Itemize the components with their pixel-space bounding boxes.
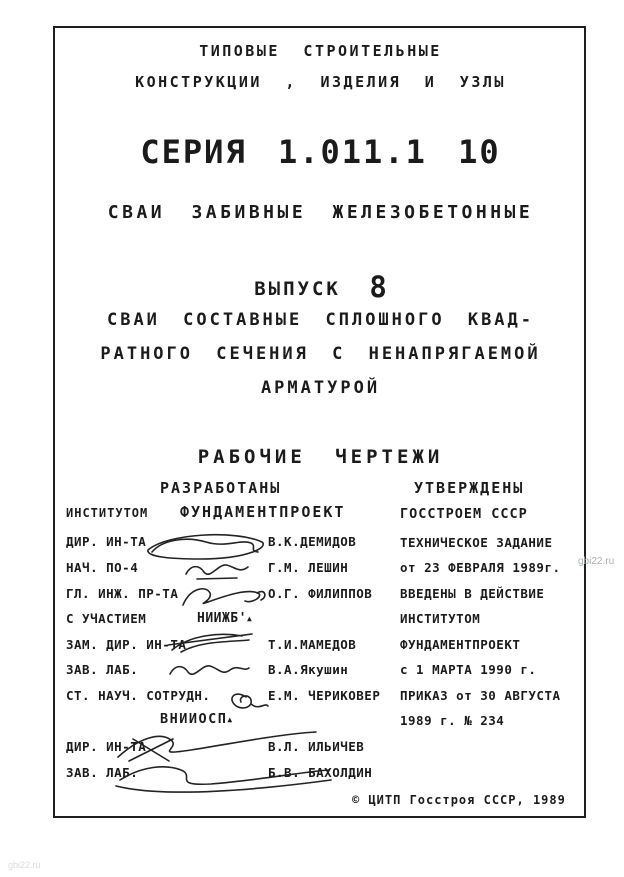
series-title: СЕРИЯ 1.011.1 10: [140, 133, 501, 171]
watermark: gbi22.ru: [578, 556, 615, 567]
approved-line: ПРИКАЗ от 30 АВГУСТА: [400, 688, 561, 703]
approved-line: 1989 г. № 234: [400, 713, 505, 728]
signature-row: [66, 637, 396, 655]
signature-row: [66, 534, 396, 552]
role-label: СТ. НАУЧ. СОТРУДН.: [66, 688, 211, 703]
triangle-marker-icon: ▲: [227, 715, 234, 724]
header-line-2: КОНСТРУКЦИИ , ИЗДЕЛИЯ И УЗЛЫ: [135, 73, 506, 91]
section-title: РАБОЧИЕ ЧЕРТЕЖИ: [197, 446, 444, 468]
signature-row: [66, 688, 396, 706]
signature-row: [66, 739, 396, 757]
institute-name: ФУНДАМЕНТПРОЕКТ: [180, 503, 346, 521]
person-name: О.Г. ФИЛИППОВ: [268, 586, 373, 601]
role-label: ЗАВ. ЛАБ.: [66, 765, 139, 780]
watermark: gbi22.ru: [8, 860, 41, 870]
subtitle-line-2: РАТНОГО СЕЧЕНИЯ С НЕНАПРЯГАЕМОЙ: [100, 344, 541, 364]
issue-label: ВЫПУСК: [254, 278, 341, 300]
role-label: ГЛ. ИНЖ. ПР-ТА: [66, 586, 179, 601]
approved-org: ГОССТРОЕМ СССР: [400, 506, 528, 522]
approved-line: ИНСТИТУТОМ: [400, 611, 481, 626]
triangle-marker-icon: ▲: [246, 614, 253, 623]
role-label: НАЧ. ПО-4: [66, 560, 139, 575]
person-name: Г.М. ЛЕШИН: [268, 560, 349, 575]
subtitle-line-3: АРМАТУРОЙ: [260, 378, 381, 398]
developed-heading: РАЗРАБОТАНЫ: [160, 479, 282, 497]
header-line-1: ТИПОВЫЕ СТРОИТЕЛЬНЫЕ: [199, 42, 442, 60]
person-name: Т.И.МАМЕДОВ: [268, 637, 357, 652]
person-name: В.К.ДЕМИДОВ: [268, 534, 357, 549]
participation-org: НИИЖБ'▲: [197, 611, 253, 626]
approved-line: от 23 ФЕВРАЛЯ 1989г.: [400, 560, 561, 575]
main-title: СВАИ ЗАБИВНЫЕ ЖЕЛЕЗОБЕТОННЫЕ: [107, 202, 534, 223]
role-label: ЗАВ. ЛАБ.: [66, 662, 139, 677]
second-institute-name: ВНИИОСП▲: [160, 711, 234, 727]
approved-line: ВВЕДЕНЫ В ДЕЙСТВИЕ: [400, 586, 545, 601]
participation-label: С УЧАСТИЕМ: [66, 611, 147, 626]
issue-line: [53, 270, 588, 304]
signature-row: [66, 586, 396, 604]
approved-line: с 1 МАРТА 1990 г.: [400, 662, 537, 677]
signature-row: [66, 662, 396, 680]
approved-heading: УТВЕРЖДЕНЫ: [414, 479, 525, 497]
person-name: Е.М. ЧЕРИКОВЕР: [268, 688, 381, 703]
issue-number: 8: [369, 270, 387, 304]
role-label: ЗАМ. ДИР. ИН-ТА: [66, 637, 187, 652]
institute-label: ИНСТИТУТОМ: [66, 506, 149, 520]
role-label: ДИР. ИН-ТА: [66, 534, 147, 549]
person-name: В.Л. ИЛЬИЧЕВ: [268, 739, 365, 754]
approved-line: ТЕХНИЧЕСКОЕ ЗАДАНИЕ: [400, 535, 553, 550]
person-name: Б.В. БАХОЛДИН: [268, 765, 373, 780]
signature-row: [66, 560, 396, 578]
role-label: ДИР. ИН-ТА: [66, 739, 147, 754]
signature-row: [66, 765, 396, 783]
person-name: В.А.Якушин: [268, 662, 349, 677]
participation-line: [66, 611, 253, 626]
subtitle-line-1: СВАИ СОСТАВНЫЕ СПЛОШНОГО КВАД-: [106, 310, 535, 330]
copyright-line: © ЦИТП Госстроя СССР, 1989: [352, 793, 566, 807]
approved-line: ФУНДАМЕНТПРОЕКТ: [400, 637, 521, 652]
